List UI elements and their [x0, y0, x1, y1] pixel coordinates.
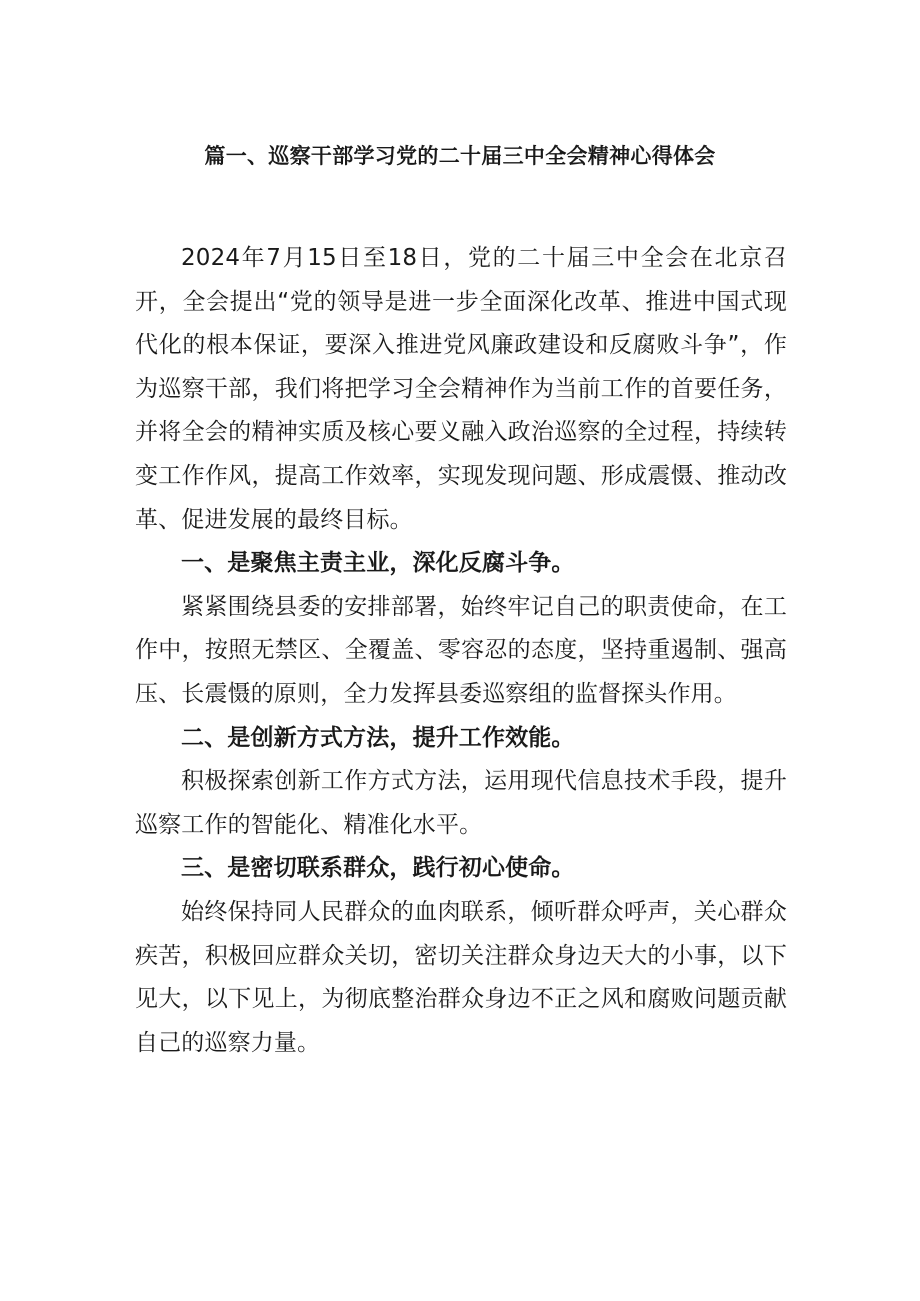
section-heading-2: 二、是创新方式方法，提升工作效能。: [181, 724, 575, 751]
section-heading-3: 三、是密切联系群众，践行初心使命。: [181, 855, 575, 882]
intro-paragraph: 2024年7月15日至18日，党的二十届三中全会在北京召开，全会提出“党的领导是进一步全面深化改革、推进中国式现代化的根本保证，要深入推进党风廉政建设和反腐败斗争”，作为巡察干部，我们将把学习全会精神作为当前工作的首要任务，并将全会的精神实质及核心要义融入政治巡察的全过程，持续转变工作作风，提高工作效率，实现发现问题、形成震慑、推动改革、促进发展的最终目标。: [135, 245, 787, 533]
section-paragraph-2: 积极探索创新工作方式方法，运用现代信息技术手段，提升巡察工作的智能化、精准化水平。: [135, 768, 787, 838]
section-paragraph-1: 紧紧围绕县委的安排部署，始终牢记自己的职责使命，在工作中，按照无禁区、全覆盖、零容忍的态度，坚持重遏制、强高压、长震慑的原则，全力发挥县委巡察组的监督探头作用。: [135, 593, 787, 707]
document-body: [135, 237, 787, 1065]
section-paragraph-3: 始终保持同人民群众的血肉联系，倾听群众呼声，关心群众疾苦，积极回应群众关切，密切关注群众身边天大的小事，以下见大，以下见上，为彻底整治群众身边不正之风和腐败问题贡献自己的巡察力量。: [135, 898, 787, 1056]
document-title: 篇一、巡察干部学习党的二十届三中全会精神心得体会: [204, 144, 716, 168]
section-heading-1: 一、是聚焦主责主业，深化反腐斗争。: [181, 550, 575, 577]
